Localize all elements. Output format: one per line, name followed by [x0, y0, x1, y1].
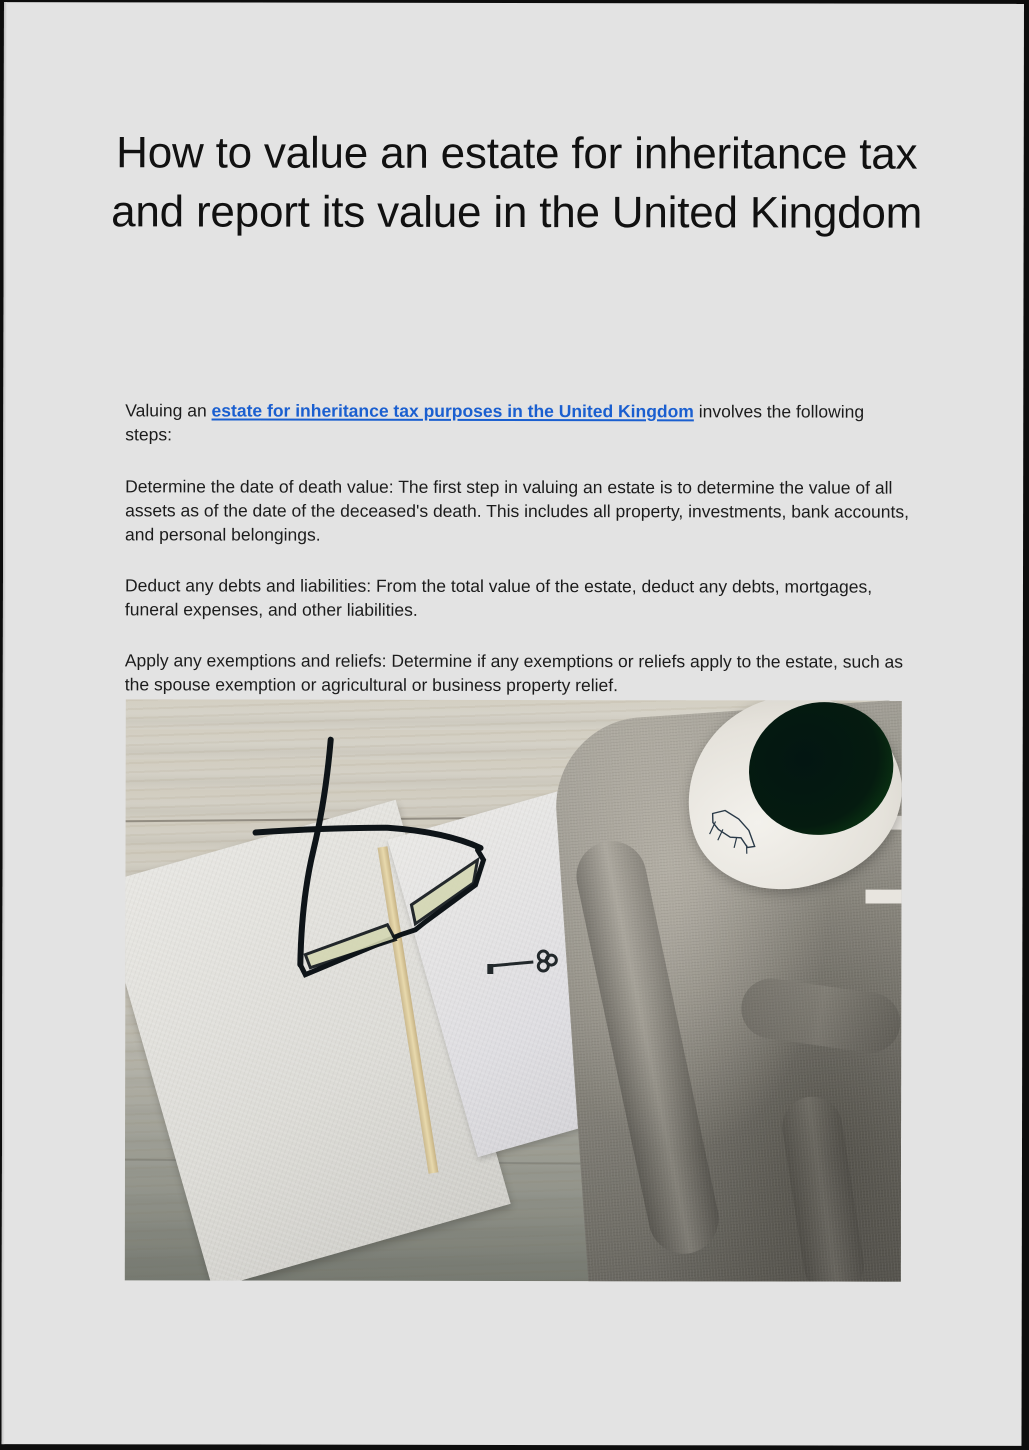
key-icon [485, 944, 565, 980]
step-deduct-debts: Deduct any debts and liabilities: From the total value of the estate, deduct any debts, mortgages, funeral expenses, and other liabilities. [124, 575, 873, 620]
intro-paragraph [125, 398, 915, 447]
intro-prefix: Valuing an [125, 400, 212, 421]
intro-suffix: involves the following steps: [125, 401, 865, 445]
step-exemptions-reliefs: Apply any exemptions and reliefs: Determine if any exemptions or reliefs apply to the estate, such as the spouse exemption or agricultural or business property relief. [124, 650, 904, 696]
page-title: How to value an estate for inheritance tax and report its value in the United Kingdom [111, 128, 923, 238]
document-page [1, 2, 1024, 1446]
inheritance-tax-link[interactable]: estate for inheritance tax purposes in the United Kingdom [211, 400, 694, 422]
page-edge [1, 2, 7, 1444]
step-date-of-death-value: Determine the date of death value: The first step in valuing an estate is to determine the value of all assets as of the date of the deceased's death. This includes all property, investments, bank accounts, and personal belongings. [125, 476, 909, 545]
notebook-glasses-photo [125, 699, 902, 1281]
